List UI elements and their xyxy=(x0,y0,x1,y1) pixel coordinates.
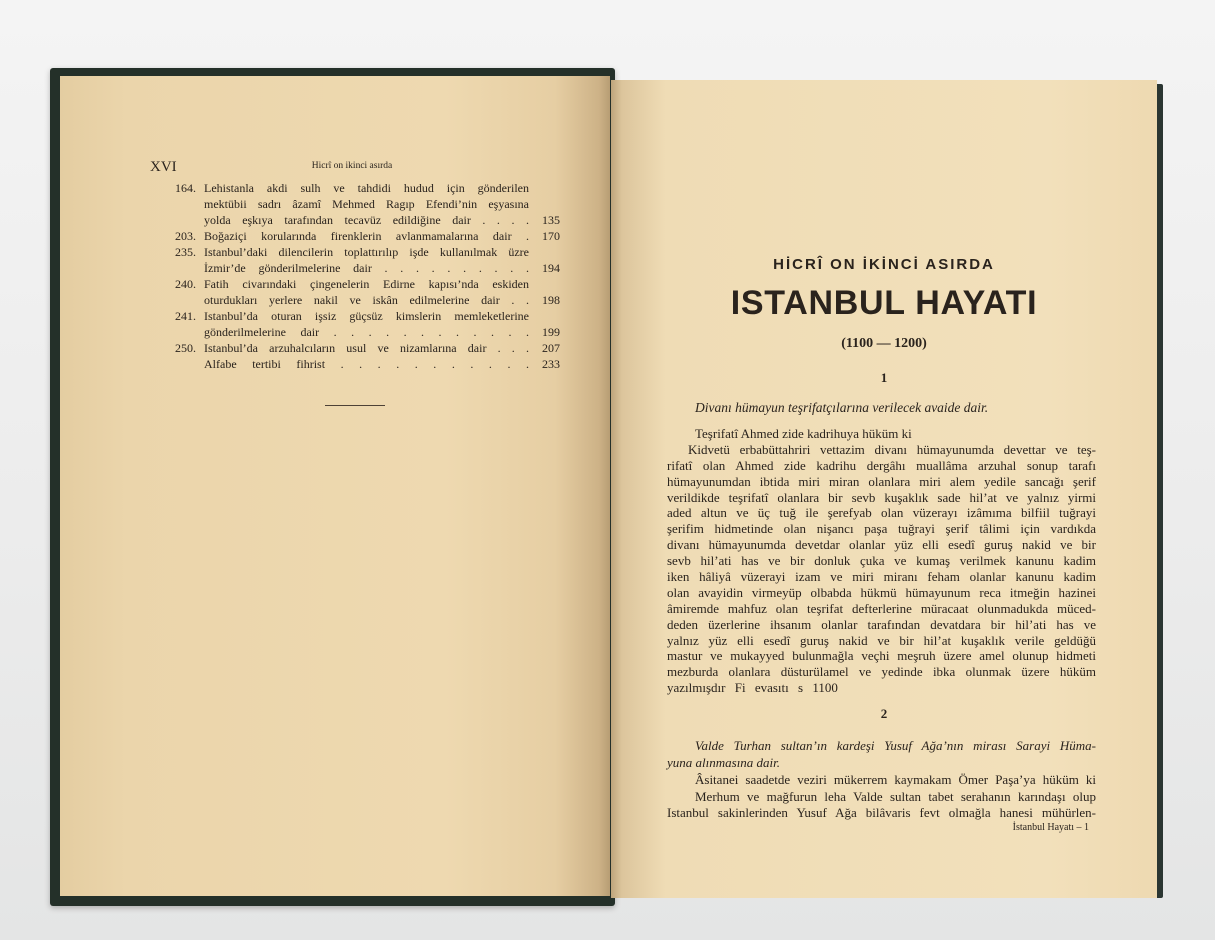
body-line: şerifim hidmetinde olan nişancı paşa tuğrayi şerif tâlimi için vardıkda xyxy=(667,521,1096,537)
entry-text-line: Alfabe tertibi fihrist . . . . . . . . . . . xyxy=(204,357,529,371)
running-head: Hicrî on ikinci asırda xyxy=(311,161,393,171)
subject-line: Divanı hümayun teşrifatçılarına verilecek avaide dair. xyxy=(695,400,989,415)
entry-text-line: Boğaziçi korularında firenklerin avlanmamalarına dair . xyxy=(204,229,529,243)
body-line: Istanbul sakinlerinden Yusuf Ağa bilâvaris fevt olmağla hanesi mühürlen- xyxy=(667,805,1096,820)
subject-line: yuna alınmasına dair. xyxy=(667,754,781,770)
section-heading: HİCRÎ ON İKİNCİ ASIRDA xyxy=(773,256,995,273)
document-body xyxy=(667,772,1096,822)
body-line: divanı hümayunumda devetdar olanlar yüz elli esedî guruş nakid ve bir xyxy=(667,537,1096,553)
toc-entry xyxy=(168,180,568,228)
entry-number: 203. xyxy=(175,229,196,243)
entry-text-line: Istanbul’daki dilencilerin toplattırılıp işde kullanılmak üzre xyxy=(204,245,529,259)
body-line: rifatî olan Ahmed zide kadrihu dergâhı muallâma arzuhal sonup tarafı xyxy=(667,457,1096,473)
body-line: verildikde teşrifatî olanlara bir sevb kuşaklık sade hil’at ve yalnız yirmi xyxy=(667,489,1096,505)
entry-text-line: yolda eşkıya tarafından tecavüz edildiğine dair . . . . xyxy=(204,213,529,227)
toc-entry xyxy=(168,228,568,244)
entry-text-line: oturdukları yerlere nakil ve iskân edilmelerine dair . . xyxy=(204,293,529,307)
body-line: hümayunumdan ibtida miri miran olanlara miri alem yedile sancağı şerif xyxy=(667,473,1096,489)
toc-entry xyxy=(168,244,568,276)
body-line: âmiremde mahfuz olan teşrifat defterlerine müracaat olunmadukda müced- xyxy=(667,600,1096,616)
subject-line: Valde Turhan sultan’ın kardeşi Yusuf Ağa’nın mirası Sarayi Hüma- xyxy=(695,738,1096,753)
table-of-contents xyxy=(168,180,568,372)
entry-number: 241. xyxy=(175,309,196,323)
toc-entry xyxy=(168,276,568,308)
left-page xyxy=(60,76,610,896)
entry-page: 135 xyxy=(542,213,560,227)
document-number: 1 xyxy=(880,370,888,385)
entry-text-line: Fatih civarındaki çingenelerin Edirne kapısı’nda eskiden xyxy=(204,277,529,291)
document-subject xyxy=(667,738,1096,771)
entry-number: 164. xyxy=(175,181,196,195)
entry-text-line: gönderilmelerine dair . . . . . . . . . . . . xyxy=(204,325,529,339)
body-line: aded altun ve üç tuğ ile şerefyab olan vüzerayı izâmıma bilfiil tuğrayi xyxy=(667,505,1096,521)
body-line: iken hâliyâ vüzerayi izam ve miri miranı feham olanlar kanunu kadim xyxy=(667,569,1096,585)
right-page xyxy=(611,80,1157,898)
entry-number: 250. xyxy=(175,341,196,355)
document-body xyxy=(667,426,1096,696)
entry-text-line: Lehistanla akdi sulh ve tahdidi hudud için gönderilen xyxy=(204,181,529,195)
signature-footer: İstanbul Hayatı – 1 xyxy=(1012,822,1089,833)
document-subject xyxy=(695,400,1096,416)
body-line: sevb hil’ati has ve bir donluk çuka ve kumaş verilmek kanunu kadim xyxy=(667,553,1096,569)
period: (1100 — 1200) xyxy=(841,336,927,351)
entry-text-line: Istanbul’da oturan işsiz güçsüz kimslerin memleketlerine xyxy=(204,309,529,323)
toc-entry xyxy=(168,308,568,340)
body-line: mastur ve mukayyed bulunmağla veçhi meşruh üzere amel olunup hidmeti xyxy=(667,648,1096,664)
toc-entry-index xyxy=(168,356,568,372)
book-title: ISTANBUL HAYATI xyxy=(730,284,1038,322)
end-rule xyxy=(325,405,385,406)
body-line: mezburda olanlara düsturülamel ve yedinde ibka olunmak üzere hüküm xyxy=(667,664,1096,680)
body-line: deden üzerlerine ihsanım olanlar tarafından devatdara bir hil’ati has ve xyxy=(667,616,1096,632)
entry-text-line: İzmir’de gönderilmelerine dair . . . . . . . . . . xyxy=(204,261,529,275)
entry-page: 198 xyxy=(542,293,560,307)
entry-page: 194 xyxy=(542,261,560,275)
body-line: Kidvetü erbabüttahriri vettazim divanı hümayunumda devettar ve teş- xyxy=(688,441,1096,457)
entry-page: 207 xyxy=(542,341,560,355)
entry-text-line: Istanbul’da arzuhalcıların usul ve nizamlarına dair . . . xyxy=(204,341,529,355)
entry-text-line: mektübii sadrı âzamî Mehmed Ragıp Efendi’nin eşyasına xyxy=(204,197,529,211)
document-number: 2 xyxy=(880,706,888,721)
entry-page: 233 xyxy=(542,357,560,371)
page-number: XVI xyxy=(150,159,177,175)
body-line: Merhum ve mağfurun leha Valde sultan tabet serahanın karındaşı olup xyxy=(695,788,1096,804)
entry-number: 240. xyxy=(175,277,196,291)
entry-number: 235. xyxy=(175,245,196,259)
toc-entry xyxy=(168,340,568,356)
entry-page: 170 xyxy=(542,229,560,243)
body-line: yazılmışdır Fi evasıtı s 1100 xyxy=(667,680,838,696)
body-line: olan avayidin virmeyüp olbabda hükmü hümayunum reca itmeğin hazinei xyxy=(667,584,1096,600)
address-line: Âsitanei saadetde veziri mükerrem kaymakam Ömer Paşa’ya hüküm ki xyxy=(695,772,1096,787)
address-line: Teşrifatî Ahmed zide kadrihuya hüküm ki xyxy=(695,426,912,441)
entry-page: 199 xyxy=(542,325,560,339)
body-line: yalnız yüz elli esedî guruş nakid ve bir hil’at kuşaklık verile geldüğü xyxy=(667,632,1096,648)
